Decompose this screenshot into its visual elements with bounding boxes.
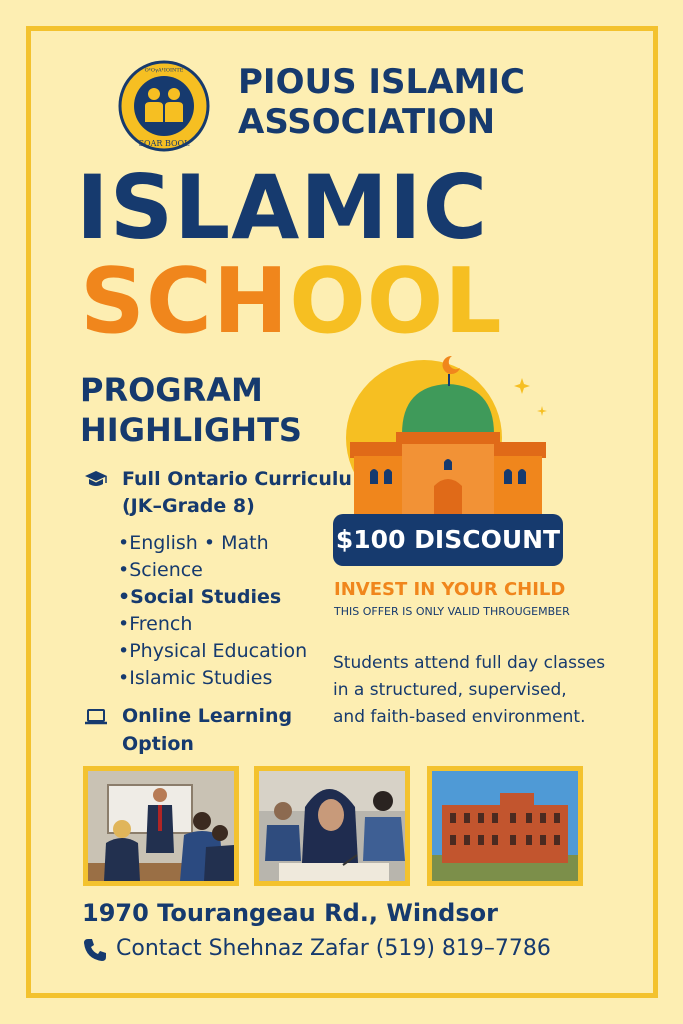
program-description <box>333 650 633 731</box>
logo-text-bottom: SOAR BOOL <box>138 139 190 148</box>
description-line3: and faith-based environment. <box>333 707 586 727</box>
subject-item: • English • Math <box>118 530 307 557</box>
school-logo <box>118 60 210 152</box>
subject-item: • Physical Education <box>118 638 307 665</box>
organization-name <box>238 62 558 142</box>
program-highlights-heading <box>80 370 302 450</box>
offer-validity-text: THIS OFFER IS ONLY VALID THROUGEMBER <box>334 605 570 618</box>
subject-item: • Science <box>118 557 307 584</box>
classroom-photo <box>83 766 239 886</box>
laptop-icon <box>84 708 108 726</box>
curriculum-line1: Full Ontario Curriculu <box>122 468 352 490</box>
address: 1970 Tourangeau Rd., Windsor <box>82 899 498 927</box>
online-line1: Online Learning <box>122 705 293 727</box>
phone-icon <box>82 937 108 963</box>
headline-school <box>80 249 580 354</box>
program-heading-line2: HIGHLIGHTS <box>80 411 302 449</box>
organization-line1: PIOUS ISLAMIC <box>238 62 525 102</box>
online-line2: Option <box>122 733 194 755</box>
school-building-photo <box>427 766 583 886</box>
subject-item: • Islamic Studies <box>118 665 307 692</box>
headline-school-orange: SCH <box>80 249 290 354</box>
headline-islamic: ISLAMIC <box>76 156 489 259</box>
organization-line2: ASSOCIATION <box>238 102 496 142</box>
subject-item: • French <box>118 611 307 638</box>
graduation-cap-icon <box>84 469 108 489</box>
student-writing-photo <box>254 766 410 886</box>
mosque-illustration <box>340 350 560 520</box>
curriculum-line2: (JK–Grade 8) <box>122 495 255 517</box>
program-heading-line1: PROGRAM <box>80 371 263 409</box>
headline-school-yellow: OOL <box>289 249 503 354</box>
description-line2: in a structured, supervised, <box>333 680 567 700</box>
subjects-list <box>118 530 307 692</box>
logo-text-top: ᴼ'ᴼᵞᴬ'ᴵᴼᴵᴺᵀᴱ <box>144 67 184 76</box>
contact-text: Contact Shehnaz Zafar (519) 819–7786 <box>116 936 551 961</box>
description-line1: Students attend full day classes <box>333 653 606 673</box>
sparkle-icon <box>537 406 547 416</box>
sparkle-icon <box>514 378 530 394</box>
subject-item: • Social Studies <box>118 584 307 611</box>
invest-text: INVEST IN YOUR CHILD <box>334 579 566 600</box>
discount-badge: $100 DISCOUNT <box>333 514 563 566</box>
